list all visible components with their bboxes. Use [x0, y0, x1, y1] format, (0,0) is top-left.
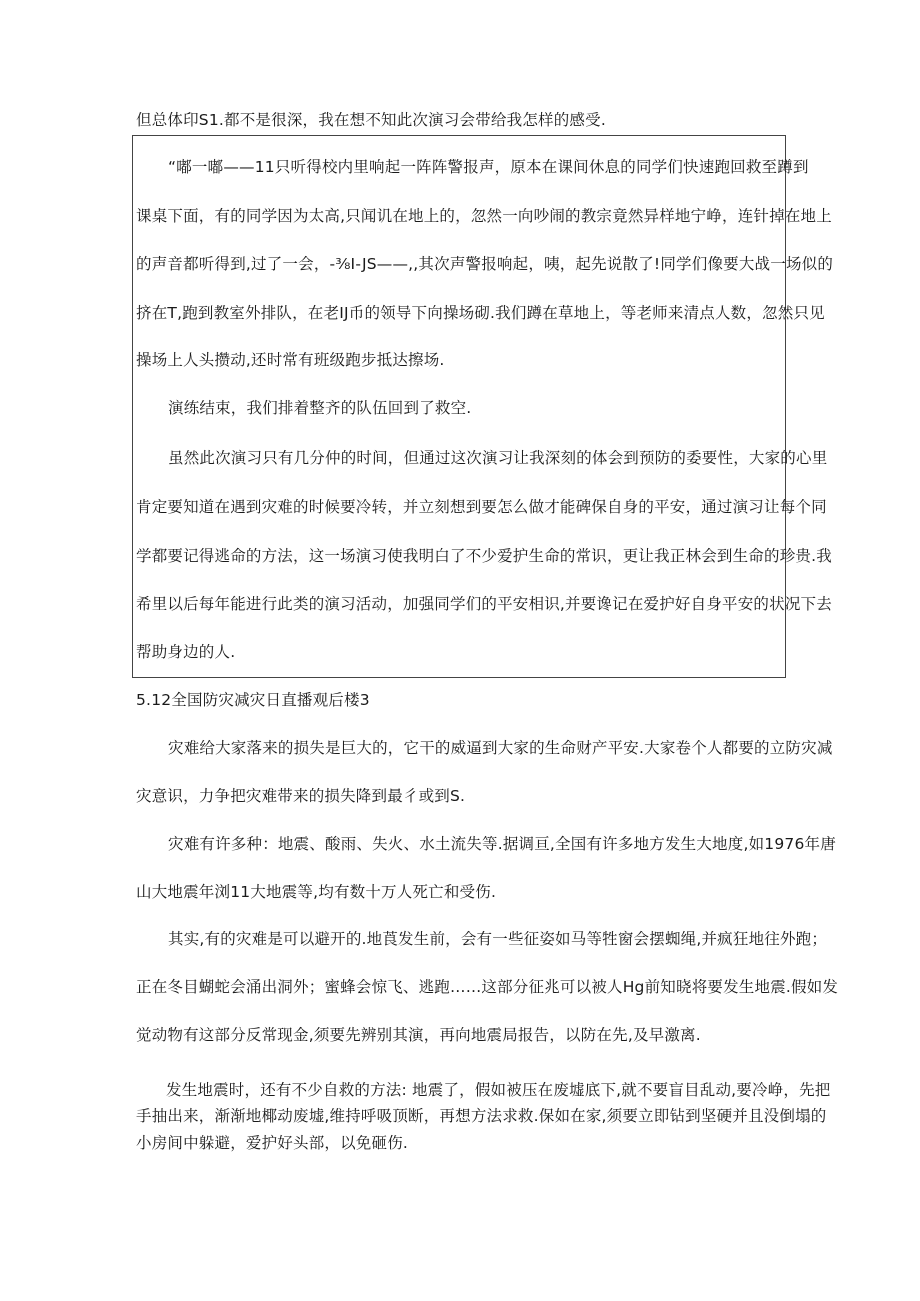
box-line: 灾难有许多种：地震、酸雨、失火、水土流失等.据调亘,全国有许多地方发生大地度,如1976年唐 [168, 835, 836, 853]
box-line: 挤在T,跑到教室外排队，在老IJ币的领导下向操场砌.我们蹲在草地上，等老师来清点人数，忽然只见 [136, 304, 825, 322]
outro-line: 发生地震时，还有不少自救的方法: 地震了，假如被压在废墟底下,就不要盲目乱动,要冷峥，先把 [166, 1081, 831, 1099]
box-line: 学都要记得逃命的方法，这一场演习使我明白了不少爱护生命的常识，更让我正林会到生命的珍贵.我 [136, 547, 832, 565]
box-line: 觉动物有这部分反常现金,须要先辨别其演，再向地震局报告，以防在先,及早激离. [136, 1026, 701, 1044]
box-line: 帮助身边的人. [136, 643, 236, 661]
intro-line: 但总体印S1.都不是很深，我在想不知此次演习会带给我怎样的感受. [136, 111, 606, 129]
box-line: “嘟一嘟——11只听得校内里响起一阵阵警报声，原本在课间休息的同学们快速跑回救至蹲到 [168, 158, 809, 176]
box-line: 山大地震年浏11大地震等,均有数十万人死亡和受伤. [136, 883, 497, 901]
box-line: 希里以后每年能进行此类的演习活动，加强同学们的平安相识,并要谗记在爱护好自身平安的状况下去 [136, 595, 832, 613]
box-line: 的声音都听得到,过了一会，-⅜I-JS——,,其次声警报响起，咦，起先说散了!同学们像要大战一场似的 [136, 255, 834, 273]
box-line: 正在冬目蝴蛇会涌出洞外；蜜蜂会惊飞、逃跑……这部分征兆可以被人Hg前知晓将要发生地震.假如发 [136, 978, 839, 996]
outro-line: 小房间中躲避，爱护好头部，以免砸伤. [136, 1134, 409, 1152]
box-line: 虽然此次演习只有几分仲的时间，但通过这次演习让我深刻的体会到预防的委要性，大家的心里 [168, 449, 828, 467]
box-line: 肯定要知道在遇到灾难的时候要冷转，并立刻想到要怎么做才能碑保自身的平安，通过演习让每个同 [136, 498, 827, 516]
box-line: 操场上人头攒动,还时常有班级跑步抵达擦场. [136, 351, 445, 369]
box-line: 演练结束，我们排着整齐的队伍回到了救空. [168, 399, 472, 417]
section-heading: 5.12全国防灾减灾日直播观后楼3 [136, 691, 370, 709]
outro-line: 手抽出来，渐渐地椰动废墟,维持呼吸顶断，再想方法求救.保如在家,须要立即钻到坚硬并且没倒塌的 [136, 1107, 827, 1125]
box-line: 课桌下面，有的同学因为太高,只闻讥在地上的，忽然一向吵闹的教宗竟然异样地宁峥，连针掉在地上 [136, 207, 832, 225]
box-line: 其实,有的灾难是可以避开的.地莨发生前，会有一些征姿如马等牲窗会摆蜘绳,并疯狂地往外跑； [168, 930, 828, 948]
box-line: 灾意识，力争把灾难带来的损失降到最彳或到S. [136, 787, 466, 805]
box-line: 灾难给大家落来的损失是巨大的，它干的威逼到大家的生命财产平安.大家卷个人都要的立防灾减 [168, 739, 833, 757]
